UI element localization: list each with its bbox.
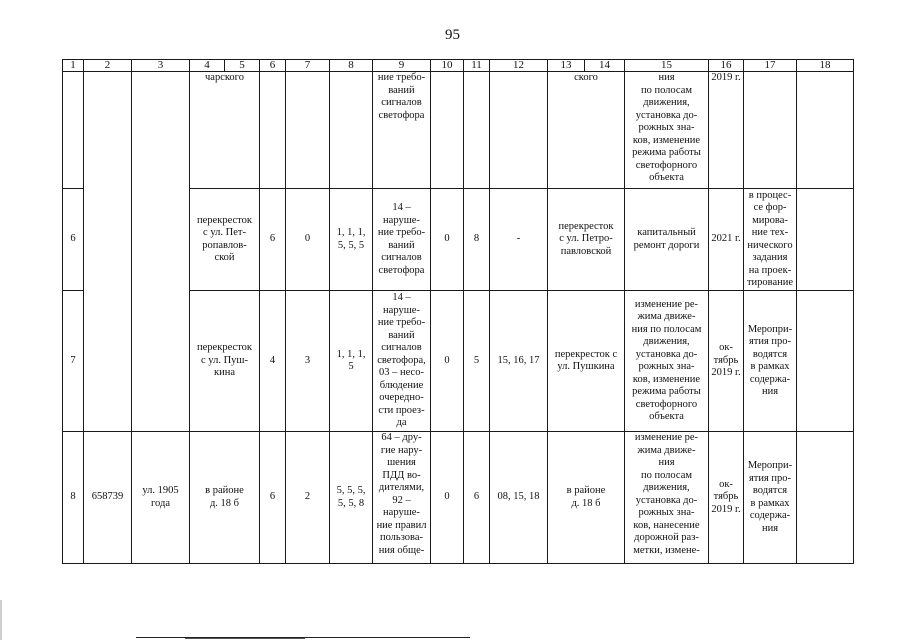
cell-measures: ния по полосам движения, установка до- рожных зна- ков, изменение режима работы светофорного объекта: [625, 72, 709, 189]
cell-violations: 14 – наруше- ние требо- ваний сигналов светофора, 03 – несо- блюдение очередно- сти проез- да: [373, 291, 431, 432]
cell-col11: [464, 72, 490, 189]
cell-place: перекресток с ул. Пушкина: [548, 291, 625, 432]
cell-col12: [490, 72, 548, 189]
col-header-14: 14: [585, 60, 625, 72]
col-header-18: 18: [797, 60, 854, 72]
cell-location: перекресток с ул. Пуш- кина: [190, 291, 260, 432]
cell-violations: 14 – наруше- ние требо- ваний сигналов светофора: [373, 189, 431, 291]
cell-place: перекресток с ул. Петро- павловской: [548, 189, 625, 291]
cell-status: в процес- се фор- мирова- ние тех- нического задания на проек- тирование: [744, 189, 797, 291]
cell-col18: [797, 291, 854, 432]
data-table: [62, 59, 854, 564]
cell-col7: 2: [286, 432, 330, 564]
col-header-7: 7: [286, 60, 330, 72]
cell-violations: 64 – дру- гие нару- шения ПДД во- дителями, 92 – наруше- ние правил пользова- ния обще-: [373, 432, 431, 564]
col-header-1: 1: [63, 60, 84, 72]
cell-status: [744, 72, 797, 189]
cell-col8: 1, 1, 1, 5: [330, 291, 373, 432]
page-number: 95: [445, 27, 460, 43]
footer-rule-secondary: [185, 638, 305, 639]
cell-col10: 0: [431, 189, 464, 291]
cell-place: ского: [548, 72, 625, 189]
cell-number: 7: [63, 291, 84, 432]
cell-number: 6: [63, 189, 84, 291]
table-row: [63, 432, 854, 564]
cell-location: перекресток с ул. Пет- ропавлов- ской: [190, 189, 260, 291]
scan-edge-mark: [0, 600, 2, 640]
cell-col11: 8: [464, 189, 490, 291]
col-header-6: 6: [260, 60, 286, 72]
cell-col12: 08, 15, 18: [490, 432, 548, 564]
cell-col10: [431, 72, 464, 189]
cell-number: [63, 72, 84, 189]
col-header-15: 15: [625, 60, 709, 72]
cell-col6: [260, 72, 286, 189]
col-header-9: 9: [373, 60, 431, 72]
cell-street: [132, 72, 190, 432]
cell-col18: [797, 189, 854, 291]
cell-col6: 6: [260, 432, 286, 564]
cell-number: 8: [63, 432, 84, 564]
cell-status: Меропри- ятия про- водятся в рамках содержа- ния: [744, 291, 797, 432]
cell-col18: [797, 72, 854, 189]
cell-col8: 5, 5, 5, 5, 5, 8: [330, 432, 373, 564]
cell-street: ул. 1905 года: [132, 432, 190, 564]
cell-deadline: 2021 г.: [709, 189, 744, 291]
cell-measures: изменение ре- жима движе- ния по полосам движения, установка до- рожных зна- ков, изменение режима работы светофорного объекта: [625, 291, 709, 432]
cell-deadline: ок- тябрь 2019 г.: [709, 432, 744, 564]
cell-col18: [797, 432, 854, 564]
cell-col11: 5: [464, 291, 490, 432]
cell-col7: [286, 72, 330, 189]
cell-col6: 6: [260, 189, 286, 291]
table-row: [63, 72, 854, 189]
col-header-2: 2: [84, 60, 132, 72]
col-header-10: 10: [431, 60, 464, 72]
cell-col7: 0: [286, 189, 330, 291]
cell-col6: 4: [260, 291, 286, 432]
cell-place: в районе д. 18 б: [548, 432, 625, 564]
cell-col12: -: [490, 189, 548, 291]
cell-status: Меропри- ятия про- водятся в рамках содержа- ния: [744, 432, 797, 564]
col-header-4: 4: [190, 60, 225, 72]
col-header-12: 12: [490, 60, 548, 72]
header-row: [63, 60, 854, 72]
cell-measures: капитальный ремонт дороги: [625, 189, 709, 291]
cell-deadline: ок- тябрь 2019 г.: [709, 291, 744, 432]
col-header-16: 16: [709, 60, 744, 72]
col-header-13: 13: [548, 60, 585, 72]
cell-violations: ние требо- ваний сигналов светофора: [373, 72, 431, 189]
cell-col10: 0: [431, 432, 464, 564]
cell-location: в районе д. 18 б: [190, 432, 260, 564]
col-header-3: 3: [132, 60, 190, 72]
cell-col12: 15, 16, 17: [490, 291, 548, 432]
cell-code: 658739: [84, 432, 132, 564]
cell-col8: 1, 1, 1, 5, 5, 5: [330, 189, 373, 291]
cell-col7: 3: [286, 291, 330, 432]
col-header-5: 5: [225, 60, 260, 72]
cell-deadline: 2019 г.: [709, 72, 744, 189]
col-header-8: 8: [330, 60, 373, 72]
cell-col10: 0: [431, 291, 464, 432]
cell-measures: изменение ре- жима движе- ния по полосам движения, установка до- рожных зна- ков, нанесение дорожной раз- метки, измене-: [625, 432, 709, 564]
cell-col8: [330, 72, 373, 189]
cell-col11: 6: [464, 432, 490, 564]
cell-code: [84, 72, 132, 432]
col-header-17: 17: [744, 60, 797, 72]
col-header-11: 11: [464, 60, 490, 72]
cell-location: чарского: [190, 72, 260, 189]
